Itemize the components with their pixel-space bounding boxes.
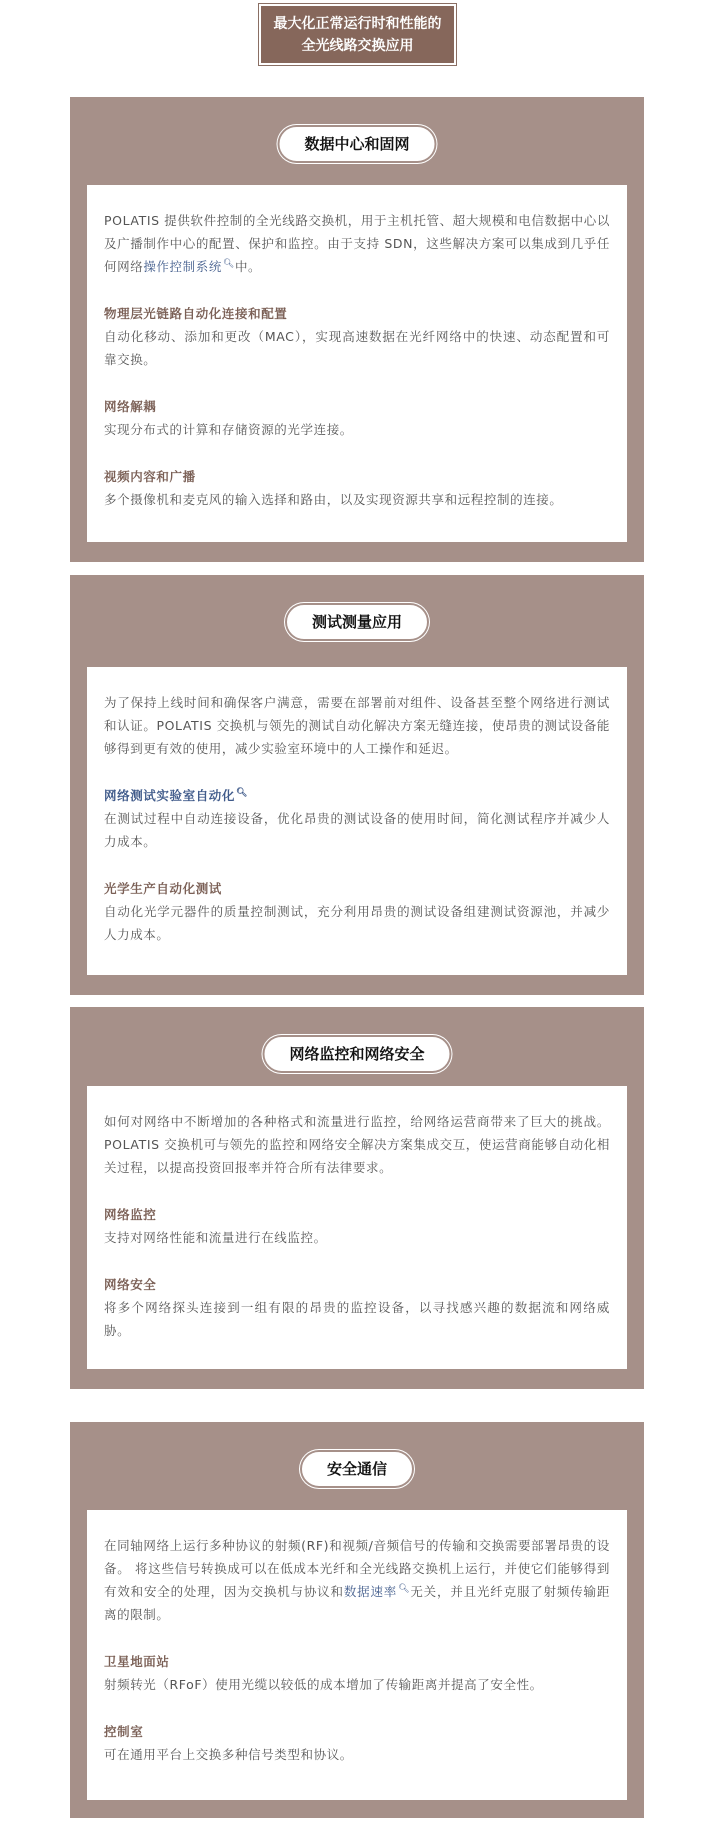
- intro-text: 在同轴网络上运行多种协议的射频(RF)和视频/音频信号的传输和交换需要部署昂贵的设备。 将这些信号转换成可以在低成本光纤和全光线路交换机上运行，并使它们能够得到有效和安全的处理，因为交换机与协议和: [104, 1538, 610, 1599]
- section-title: 测试测量应用: [287, 605, 427, 639]
- section-network-monitoring: [70, 1007, 644, 1389]
- intro-text: POLATIS 提供软件控制的全光线路交换机，用于主机托管、超大规模和电信数据中心以及广播制作中心的配置、保护和监控。由于支持 SDN，这些解决方案可以集成到几乎任何网络: [104, 213, 610, 274]
- intro-text-end: 中。: [234, 259, 262, 274]
- section-secure-comms: [70, 1422, 644, 1818]
- section-title: 安全通信: [302, 1452, 412, 1486]
- item-text: 多个摄像机和麦克风的输入选择和路由，以及实现资源共享和远程控制的连接。: [104, 492, 563, 507]
- intro-text-end: 无关，并且光纤克服了射频传输距离的限制。: [104, 1584, 610, 1622]
- data-rate-link[interactable]: 数据速率: [343, 1584, 398, 1599]
- os-control-link[interactable]: 操作控制系统: [143, 259, 222, 274]
- page-title-line-2: 全光线路交换应用: [301, 37, 414, 54]
- item-text: 可在通用平台上交换多种信号类型和协议。: [104, 1747, 353, 1762]
- lab-automation-link[interactable]: 网络测试实验室自动化: [104, 788, 236, 803]
- item-text: 支持对网络性能和流量进行在线监控。: [104, 1230, 327, 1245]
- section-card: [87, 1510, 627, 1800]
- section-test-measurement: [70, 575, 644, 995]
- section-title: 数据中心和固网: [279, 127, 434, 161]
- section-title: 网络监控和网络安全: [264, 1037, 449, 1071]
- item-heading: 网络监控: [104, 1207, 157, 1222]
- item-text: 自动化移动、添加和更改（MAC），实现高速数据在光纤网络中的快速、动态配置和可靠交换。: [104, 329, 610, 367]
- item-heading: 物理层光链路自动化连接和配置: [104, 306, 288, 321]
- item-heading: 控制室: [104, 1724, 144, 1739]
- item-text: 将多个网络探头连接到一组有限的昂贵的监控设备，以寻找感兴趣的数据流和网络威胁。: [104, 1300, 610, 1338]
- search-icon[interactable]: 🔍︎: [222, 258, 235, 269]
- page-title: [261, 6, 454, 63]
- section-card: [87, 1086, 627, 1369]
- item-heading: 网络解耦: [104, 399, 157, 414]
- item-heading: 卫星地面站: [104, 1654, 170, 1669]
- item-heading: 光学生产自动化测试: [104, 881, 222, 896]
- item-text: 实现分布式的计算和存储资源的光学连接。: [104, 422, 353, 437]
- search-icon[interactable]: 🔍︎: [398, 1583, 411, 1594]
- section-intro: 为了保持上线时间和确保客户满意，需要在部署前对组件、设备甚至整个网络进行测试和认证。POLATIS 交换机与领先的测试自动化解决方案无缝连接，使昂贵的测试设备能够得到更有效的使用，减少实验室环境中的人工操作和延迟。: [104, 695, 610, 756]
- item-text: 射频转光（RFoF）使用光缆以较低的成本增加了传输距离并提高了安全性。: [104, 1677, 543, 1692]
- section-card: [87, 667, 627, 975]
- page-title-frame: [258, 3, 457, 66]
- item-text: 在测试过程中自动连接设备，优化昂贵的测试设备的使用时间，简化测试程序并减少人力成本。: [104, 811, 610, 849]
- section-card: [87, 185, 627, 542]
- item-heading: 网络安全: [104, 1277, 157, 1292]
- item-heading: [104, 784, 610, 807]
- section-data-center: [70, 97, 644, 562]
- section-intro: 如何对网络中不断增加的各种格式和流量进行监控，给网络运营商带来了巨大的挑战。POLATIS 交换机可与领先的监控和网络安全解决方案集成交互，使运营商能够自动化相关过程，以提高投资回报率并符合所有法律要求。: [104, 1114, 610, 1175]
- search-icon[interactable]: 🔍︎: [236, 787, 249, 798]
- page-title-line-1: 最大化正常运行时和性能的: [273, 15, 442, 32]
- section-intro: [104, 209, 610, 278]
- item-heading: 视频内容和广播: [104, 469, 196, 484]
- section-intro: [104, 1534, 610, 1626]
- item-text: 自动化光学元器件的质量控制测试，充分利用昂贵的测试设备组建测试资源池，并减少人力成本。: [104, 904, 610, 942]
